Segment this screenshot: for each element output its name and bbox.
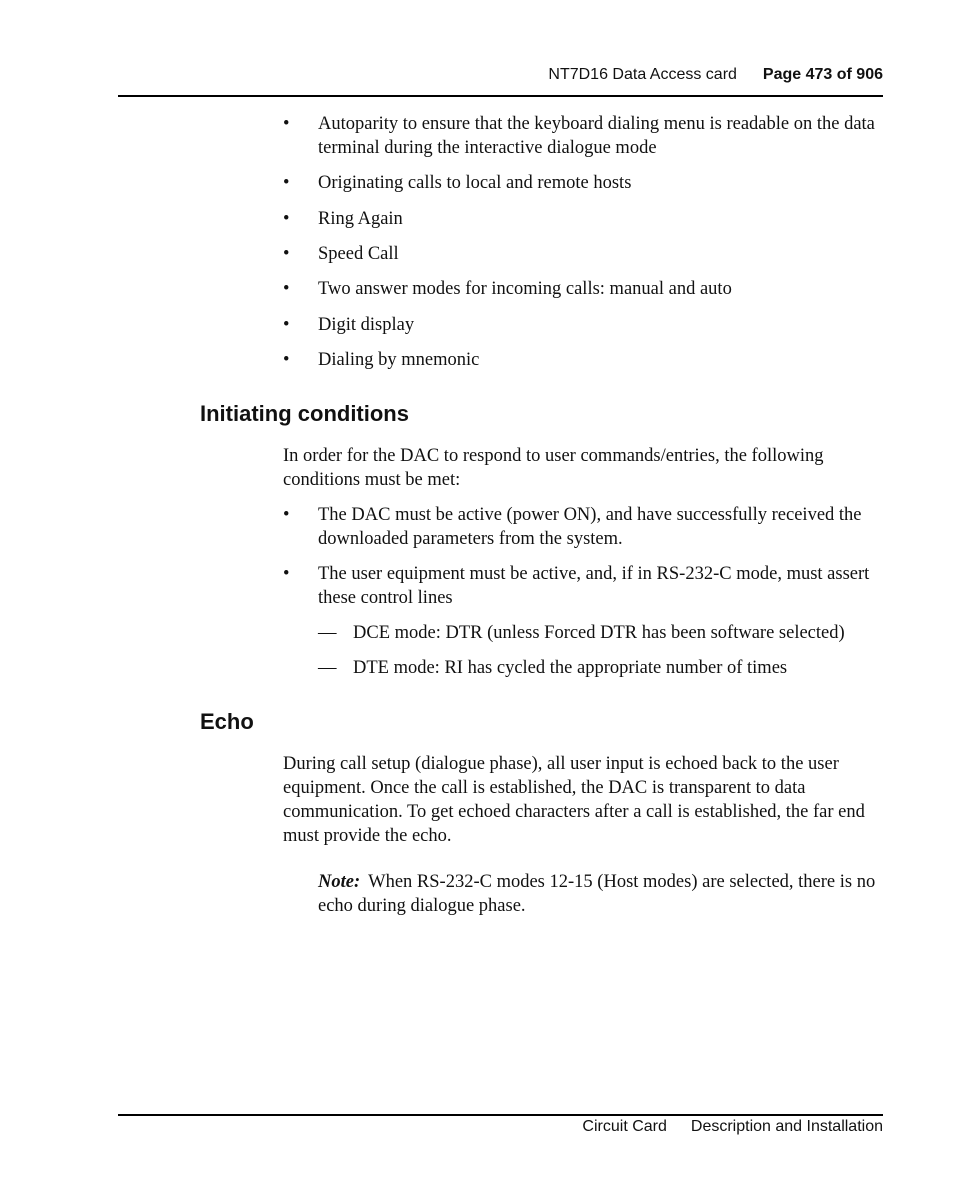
initiating-intro: In order for the DAC to respond to user commands/entries, the following conditions must be met: [283,446,824,490]
page-footer [582,1118,883,1136]
bullet-marker: • [283,279,290,299]
section-heading-initiating: Initiating conditions [200,401,409,426]
bullet-marker: • [283,209,290,229]
bullet-marker: • [283,564,290,584]
bullet-marker: • [283,244,290,264]
list-item [283,503,883,551]
note-text: When RS-232-C modes 12-15 (Host modes) are selected, there is no echo during dialogue phase. [318,872,876,916]
list-item [283,112,883,160]
bullet-marker: • [283,114,290,134]
list-item [283,277,883,301]
header-page-number: Page 473 of 906 [762,66,883,83]
sub-list-item-text: DTE mode: RI has cycled the appropriate number of times [353,658,788,678]
footer-rule [118,1114,883,1116]
page-header [548,66,883,84]
bullet-marker: • [283,350,290,370]
header-rule [118,95,883,97]
list-item-text: Speed Call [318,244,399,264]
list-item [283,207,883,231]
list-item-text: The user equipment must be active, and, if in RS-232-C mode, must assert these control lines [318,564,870,608]
list-item-text: Dialing by mnemonic [318,350,480,370]
list-item [283,562,883,610]
footer-right: Description and Installation [690,1118,883,1135]
dash-marker: — [318,623,337,643]
echo-body: During call setup (dialogue phase), all user input is echoed back to the user equipment. Once the call is established, the DAC is transparent to data communication. To get echoed characters after a call is established, the far end must provide the echo. [283,754,865,846]
list-item-text: Ring Again [318,209,403,229]
list-item-text: Autoparity to ensure that the keyboard dialing menu is readable on the data terminal during the interactive dialogue mode [318,114,875,158]
header-doc-title: NT7D16 Data Access card [548,66,737,83]
list-item [283,313,883,337]
list-item-text: Originating calls to local and remote hosts [318,173,632,193]
list-item-text: Two answer modes for incoming calls: manual and auto [318,279,732,299]
sub-list-item [318,621,888,645]
note-label: Note: [318,872,361,892]
list-item-text: The DAC must be active (power ON), and have successfully received the downloaded parameters from the system. [318,505,862,549]
dash-marker: — [318,658,337,678]
bullet-marker: • [283,315,290,335]
list-item-text: Digit display [318,315,415,335]
list-item [283,348,883,372]
list-item [283,171,883,195]
echo-note [318,870,888,918]
list-item [283,242,883,266]
sub-list-item-text: DCE mode: DTR (unless Forced DTR has been software selected) [353,623,845,643]
bullet-marker: • [283,173,290,193]
sub-list-item [318,656,888,680]
section-heading-echo: Echo [200,709,254,734]
footer-left: Circuit Card [582,1118,667,1135]
bullet-marker: • [283,505,290,525]
